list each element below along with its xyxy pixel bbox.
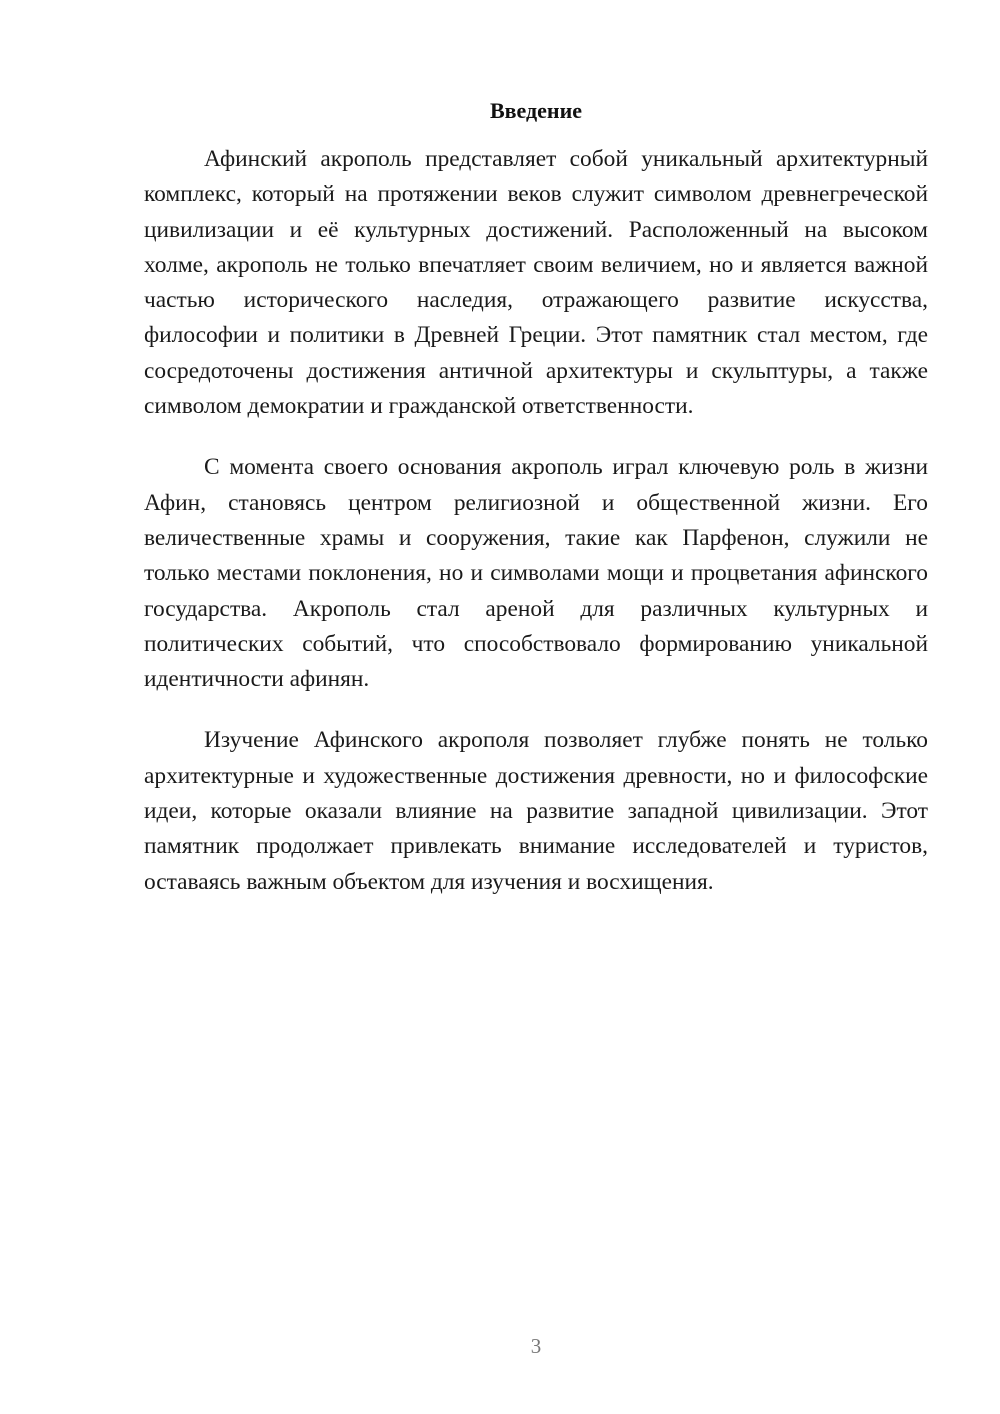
paragraph-2: С момента своего основания акрополь играл ключевую роль в жизни Афин, становясь центром религиозной и общественной жизни. Его величественные храмы и сооружения, такие как Парфенон, служили не только местами поклонения, но и символами мощи и процветания афинского государства. Акрополь стал ареной для различных культурных и политических событий, что способствовало формированию уникальной идентичности афинян. <box>144 454 928 693</box>
page-number: 3 <box>530 1334 542 1358</box>
paragraph-1: Афинский акрополь представляет собой уникальный архитектурный комплекс, который на протяжении веков служит символом древнегреческой цивилизации и её культурных достижений. Расположенный на высоком холме, акрополь не только впечатляет своим величием, но и является важной частью исторического наследия, отражающего развитие искусства, философии и политики в Древней Греции. Этот памятник стал местом, где сосредоточены достижения античной архитектуры и скульптуры, а также символом демократии и гражданской ответственности. <box>144 146 928 420</box>
body-text <box>144 142 928 926</box>
section-heading: Введение <box>489 98 583 123</box>
paragraph-3: Изучение Афинского акрополя позволяет глубже понять не только архитектурные и художественные достижения древности, но и философские идеи, которые оказали влияние на развитие западной цивилизации. Этот памятник продолжает привлекать внимание исследователей и туристов, оставаясь важным объектом для изучения и восхищения. <box>144 727 928 895</box>
